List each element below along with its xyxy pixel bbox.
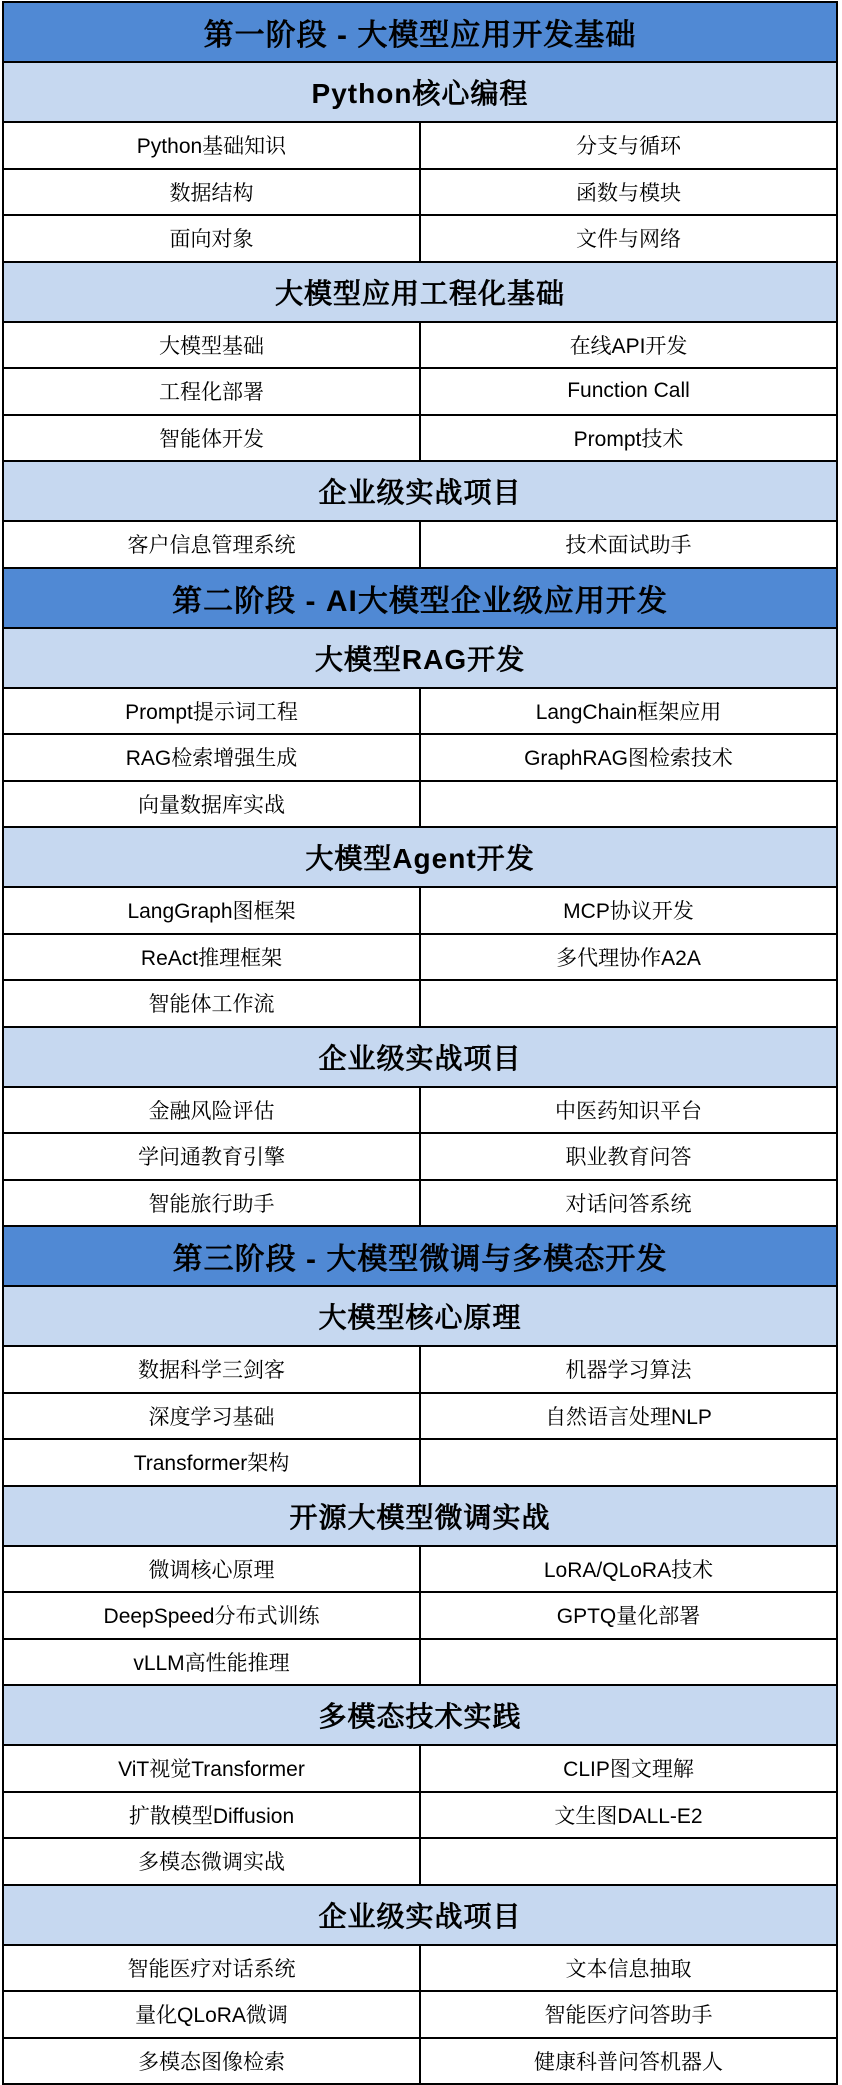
table-row: [4, 168, 836, 215]
course-cell: Python基础知识: [136, 135, 287, 159]
table-row: [4, 780, 836, 827]
section-header-projects-3: 企业级实战项目: [4, 1884, 836, 1944]
table-row: [4, 1132, 836, 1179]
course-cell: 多代理协作A2A: [419, 935, 836, 980]
table-row: [4, 1791, 836, 1838]
section-header-engineering-basics: 大模型应用工程化基础: [4, 261, 836, 321]
table-row: [4, 1638, 836, 1685]
course-cell-empty: [419, 1839, 836, 1884]
course-cell: 智能体开发: [159, 427, 264, 451]
course-cell: 健康科普问答机器人: [419, 2039, 836, 2084]
table-row: [4, 1392, 836, 1439]
section-header-rag: 大模型RAG开发: [4, 627, 836, 687]
table-row: [4, 214, 836, 261]
curriculum-table: [2, 1, 838, 2085]
section-header-projects-2: 企业级实战项目: [4, 1026, 836, 1086]
course-cell: Transformer架构: [133, 1452, 290, 1476]
course-cell: 在线API开发: [419, 323, 836, 368]
stage-header-2: 第二阶段 - AI大模型企业级应用开发: [4, 567, 836, 627]
course-cell: 分支与循环: [419, 123, 836, 168]
course-cell: 机器学习算法: [419, 1347, 836, 1392]
course-cell: 技术面试助手: [419, 522, 836, 567]
course-cell: 函数与模块: [419, 170, 836, 215]
table-row: [4, 121, 836, 168]
course-cell: LangGraph图框架: [127, 900, 296, 924]
course-cell: 数据科学三剑客: [138, 1359, 285, 1383]
course-cell: 对话问答系统: [419, 1181, 836, 1226]
stage-header-1: 第一阶段 - 大模型应用开发基础: [4, 3, 836, 61]
course-cell: Prompt技术: [419, 416, 836, 461]
course-cell: 多模态微调实战: [138, 1851, 285, 1875]
course-cell: 工程化部署: [159, 381, 264, 405]
course-cell: 智能医疗问答助手: [419, 1992, 836, 2037]
table-row: [4, 979, 836, 1026]
table-row: [4, 1179, 836, 1226]
course-cell: RAG检索增强生成: [125, 747, 298, 771]
course-cell: 智能医疗对话系统: [127, 1957, 296, 1981]
table-row: [4, 933, 836, 980]
course-cell-empty: [419, 981, 836, 1026]
table-row: [4, 733, 836, 780]
course-cell: 文件与网络: [419, 216, 836, 261]
table-row: [4, 1837, 836, 1884]
course-cell: ViT视觉Transformer: [118, 1758, 305, 1782]
course-cell: 向量数据库实战: [138, 793, 285, 817]
course-cell: 自然语言处理NLP: [419, 1394, 836, 1439]
course-cell: 微调核心原理: [148, 1558, 275, 1582]
course-cell: 智能体工作流: [148, 993, 275, 1017]
course-cell: 深度学习基础: [148, 1405, 275, 1429]
course-cell: 文本信息抽取: [419, 1946, 836, 1991]
course-cell: 学问通教育引擎: [138, 1146, 285, 1170]
course-cell: 文生图DALL-E2: [419, 1793, 836, 1838]
table-row: [4, 2037, 836, 2084]
course-cell: GraphRAG图检索技术: [419, 735, 836, 780]
section-header-projects-1: 企业级实战项目: [4, 460, 836, 520]
course-cell: 多模态图像检索: [138, 2050, 285, 2074]
section-header-multimodal: 多模态技术实践: [4, 1684, 836, 1744]
course-cell: DeepSpeed分布式训练: [103, 1605, 320, 1629]
table-row: [4, 1990, 836, 2037]
course-cell: GPTQ量化部署: [419, 1593, 836, 1638]
course-cell: 面向对象: [169, 228, 254, 252]
course-cell: CLIP图文理解: [419, 1746, 836, 1791]
course-cell: 智能旅行助手: [148, 1192, 275, 1216]
course-cell: Function Call: [419, 369, 836, 414]
course-cell: ReAct推理框架: [140, 946, 283, 970]
table-row: [4, 886, 836, 933]
section-header-agent: 大模型Agent开发: [4, 826, 836, 886]
table-row: [4, 1744, 836, 1791]
course-cell: 量化QLoRA微调: [135, 2004, 288, 2028]
course-cell: 金融风险评估: [148, 1099, 275, 1123]
table-row: [4, 520, 836, 567]
course-cell: 大模型基础: [159, 334, 264, 358]
course-cell-empty: [419, 1440, 836, 1485]
course-cell: Prompt提示词工程: [125, 700, 298, 724]
table-row: [4, 1944, 836, 1991]
table-row: [4, 1591, 836, 1638]
table-row: [4, 1345, 836, 1392]
section-header-finetuning: 开源大模型微调实战: [4, 1485, 836, 1545]
table-row: [4, 367, 836, 414]
table-row: [4, 321, 836, 368]
course-cell: 客户信息管理系统: [127, 534, 296, 558]
table-row: [4, 1438, 836, 1485]
course-cell: LangChain框架应用: [419, 689, 836, 734]
table-row: [4, 1086, 836, 1133]
course-cell: vLLM高性能推理: [133, 1651, 290, 1675]
course-cell-empty: [419, 1640, 836, 1685]
section-header-core-principles: 大模型核心原理: [4, 1285, 836, 1345]
table-row: [4, 687, 836, 734]
table-row: [4, 1545, 836, 1592]
course-cell-empty: [419, 782, 836, 827]
course-cell: 数据结构: [169, 181, 254, 205]
course-cell: 职业教育问答: [419, 1134, 836, 1179]
table-row: [4, 414, 836, 461]
course-cell: 中医药知识平台: [419, 1088, 836, 1133]
course-cell: LoRA/QLoRA技术: [419, 1547, 836, 1592]
course-cell: MCP协议开发: [419, 888, 836, 933]
course-cell: 扩散模型Diffusion: [128, 1804, 295, 1828]
stage-header-3: 第三阶段 - 大模型微调与多模态开发: [4, 1225, 836, 1285]
section-header-python-core: Python核心编程: [4, 61, 836, 121]
